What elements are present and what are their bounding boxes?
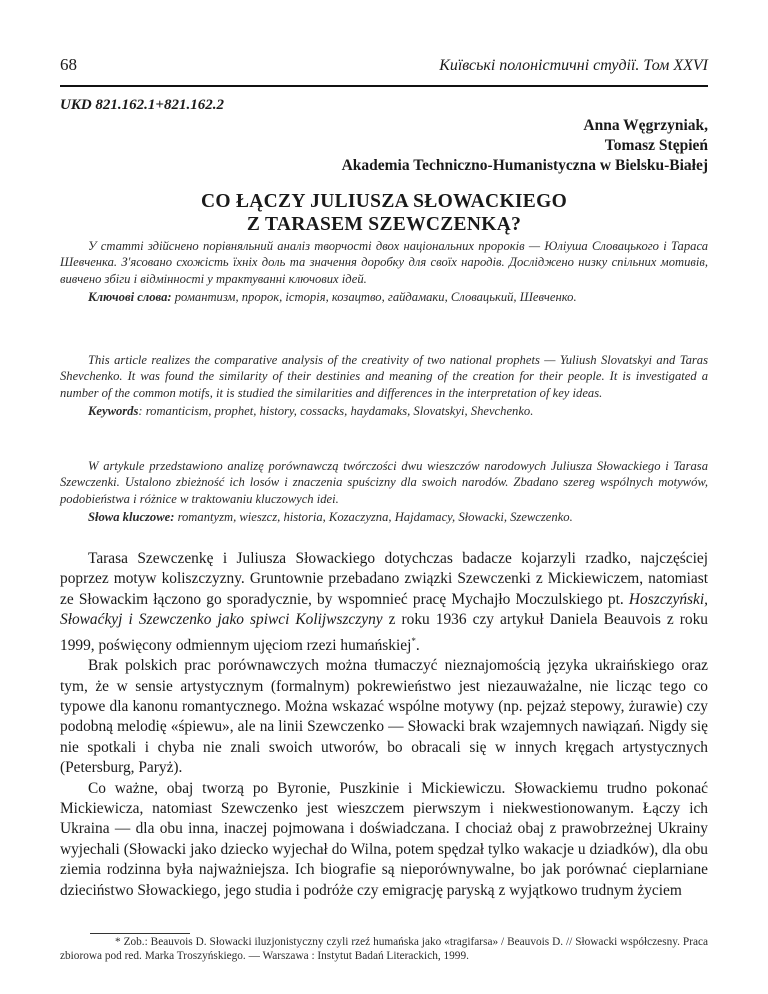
keywords-label: Keywords bbox=[88, 403, 139, 418]
body-text-run: Tarasa Szewczenkę i Juliusza Słowackiego dotychczas badacze kojarzyli rzadko, najczęściej poprzez motyw koliszczyzny. Gruntownie przebadano związki Szewczenki z Mickiewiczem, natomiast ze Słowackim łączono go sporadycznie, by wspomnieć pracę Mychajło Moczulskiego pt. bbox=[60, 550, 708, 608]
keywords bbox=[60, 289, 708, 305]
footnote: * Zob.: Beauvois D. Słowacki iluzjonistyczny czyli rzeź humańska jako «tragifarsa» / Beauvois D. // Słowacki współczesny. Praca zbiorowa pod red. Marka Troszyńskiego. — Warszawa : Instytut Badań Literackich, 1999. bbox=[60, 936, 708, 962]
article-title bbox=[60, 190, 708, 236]
keywords bbox=[60, 403, 708, 419]
title-line: Z TARASEM SZEWCZENKĄ? bbox=[246, 214, 522, 235]
abstract-ukrainian bbox=[60, 238, 708, 305]
body-paragraph bbox=[60, 549, 708, 656]
keywords bbox=[60, 509, 708, 525]
author-name: Tomasz Stępień bbox=[604, 137, 708, 154]
abstract-english bbox=[60, 352, 708, 419]
keywords-list: : romanticism, prophet, history, cossacks, haydamaks, Slovatskyi, Shevchenko. bbox=[138, 403, 534, 418]
running-header bbox=[60, 55, 708, 75]
body-text-run: z roku 1936 czy artykuł Daniela Beauvois z roku 1999, poświęcony odmiennym ujęciom rzezi humańskiej bbox=[60, 611, 708, 654]
page-number: 68 bbox=[60, 55, 77, 74]
body-paragraph: Co ważne, obaj tworzą po Byronie, Puszkinie i Mickiewiczu. Słowackiemu trudno pokonać Mickiewicza, natomiast Szewczenko jest wieszczem pierwszym i niekwestionowanym. Łączy ich Ukraina — dla obu inna, inaczej pojmowana i doświadczana. I chociaż obaj z prawobrzeżnej Ukrainy wyjechali (Słowacki jako dziecko wyjechał do Wilna, potem spędzał tylko wakacje u dziadków), dla obu ziemia rodzinna była najważniejsza. Ich biografie są nieporównywalne, bo jak porównać cieplarniane dzieciństwo Słowackiego, jego studia i podróże czy emigrację paryską z wyjątkowo trudnym życiem bbox=[60, 779, 708, 899]
author-name: Anna Węgrzyniak, bbox=[583, 117, 708, 134]
title-line: CO ŁĄCZY JULIUSZA SŁOWACKIEGO bbox=[200, 191, 568, 212]
body-text-run: . bbox=[415, 636, 420, 654]
body-paragraph: Brak polskich prac porównawczych można tłumaczyć nieznajomością języka ukraińskiego oraz tym, że w sensie artystycznym (formalnym) pokrewieństwo jest niezauważalne, nie licząc tego co typowe dla kanonu romantycznego. Można wskazać wspólne motywy (np. pejzaż stepowy, żurawie) czy podobną melodię «śpiewu», ale na linii Szewczenko — Słowacki brak wzajemnych nawiązań. Nigdy się nie spotkali i chyba nie znali swoich utworów, bo obracali się w innych kręgach artystycznych (Petersburg, Paryż). bbox=[60, 657, 708, 777]
cited-title: Hoszczyński, Słowaćkyj i Szewczenko jako spiwci Kolijwszczyny bbox=[60, 590, 708, 629]
keywords-label: Słowa kluczowe: bbox=[88, 509, 175, 524]
article-body bbox=[60, 549, 708, 901]
udk-code: UKD 821.162.1+821.162.2 bbox=[60, 97, 224, 113]
abstract-text: W artykule przedstawiono analizę porównawczą twórczości dwu wieszczów narodowych Juliusza Słowackiego i Tarasa Szewczenki. Ustalono zbieżność ich losów i znaczenia spuścizny dla swoich narodów. Zbadano szereg wspólnych motywów, podobieństwa i różnice w traktowaniu kluczowych idei. bbox=[60, 459, 708, 506]
keywords-list: romantyzm, wieszcz, historia, Kozaczyzna, Hajdamacy, Słowacki, Szewczenko. bbox=[174, 509, 573, 524]
header-divider bbox=[60, 85, 708, 87]
abstract-text: This article realizes the comparative analysis of the creativity of two national prophets — Yuliush Slovatskyi and Taras Shevchenko. It was found the similarity of their destinies and meaning of the creation for their people. It is investigated a number of the common motifs, it is studied the similarities and differences in the interpretation of key ideas. bbox=[60, 353, 708, 400]
abstract-polish bbox=[60, 458, 708, 525]
keywords-label: Ключові слова: bbox=[88, 289, 172, 304]
keywords-list: романтизм, пророк, історія, козацтво, гайдамаки, Словацький, Шевченко. bbox=[171, 289, 577, 304]
journal-title: Київські полоністичні студії. Том XXVI bbox=[439, 57, 708, 74]
footnote-marker[interactable]: * bbox=[411, 635, 416, 646]
footnote-divider bbox=[90, 933, 190, 934]
author-block bbox=[342, 116, 708, 176]
abstract-text: У статті здійснено порівняльний аналіз творчості двох національних пророків — Юліуша Словацького і Тараса Шевченка. З'ясовано схожість їхніх доль та значення доробку для своїх народів. Досліджено низку спільних мотивів, вивчено збіги і відмінності у трактуванні ключових ідей. bbox=[60, 239, 708, 286]
author-affiliation: Akademia Techniczno-Humanistyczna w Bielsku-Białej bbox=[341, 157, 708, 174]
